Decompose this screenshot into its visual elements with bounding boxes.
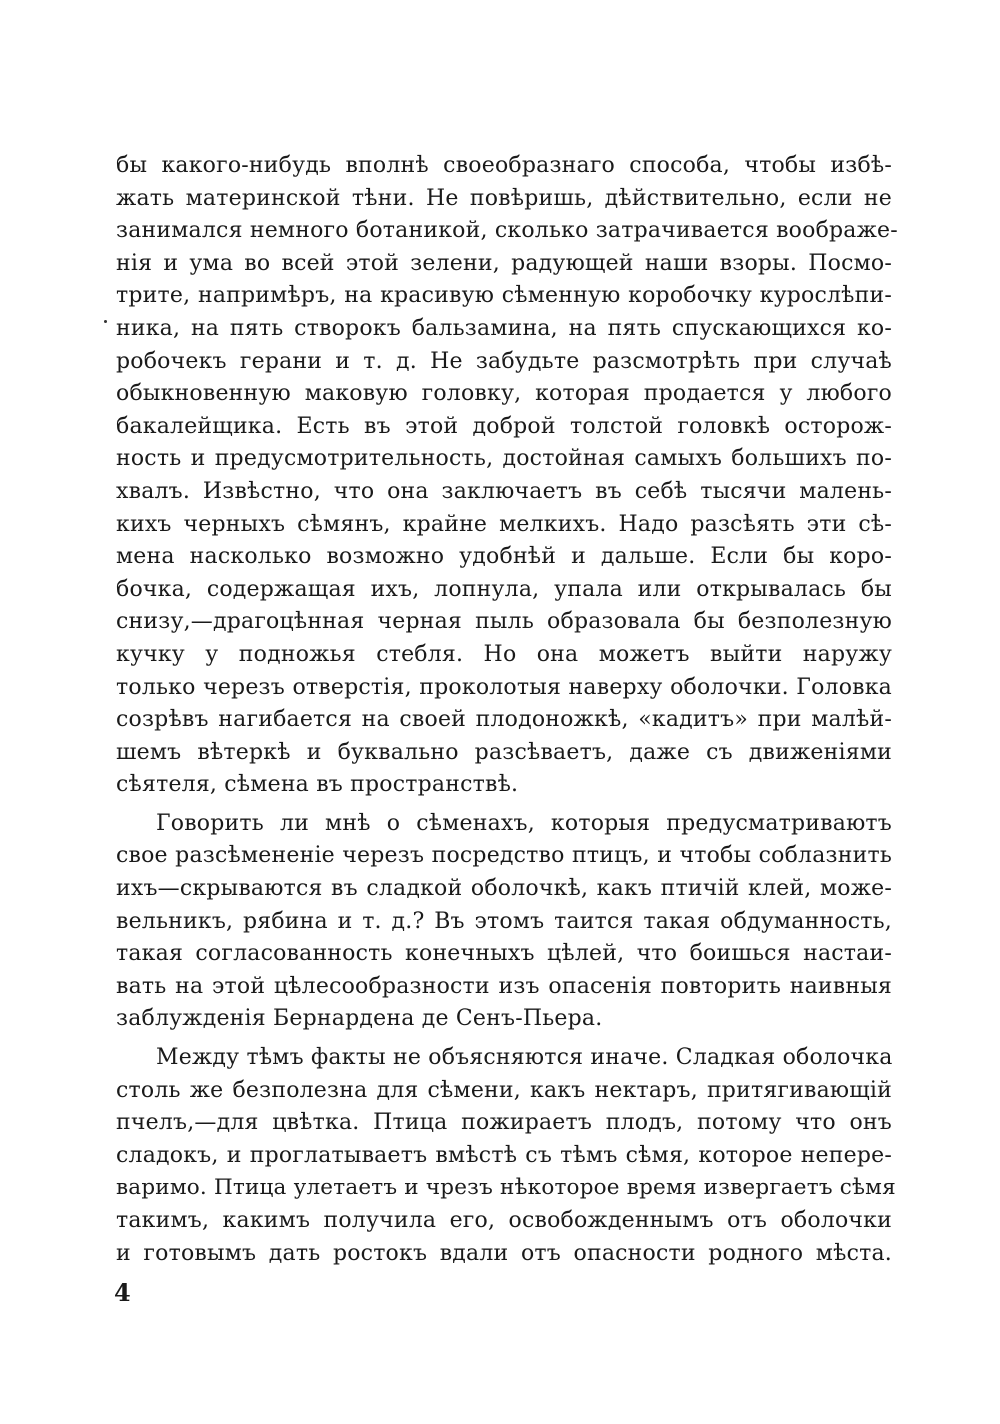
text-line: шемъ вѣтеркѣ и буквально разсѣваетъ, даже съ движеніями xyxy=(116,739,892,765)
margin-mark xyxy=(104,320,107,323)
text-line: столь же безполезна для сѣмени, какъ нектаръ, притягивающій xyxy=(116,1077,892,1103)
text-line: Между тѣмъ факты не объясняются иначе. Сладкая оболочка xyxy=(156,1045,893,1071)
text-line: жать материнской тѣни. Не повѣришь, дѣйствительно, если не xyxy=(116,185,892,211)
page-number: 4 xyxy=(114,1278,131,1307)
text-line: варимо. Птица улетаетъ и чрезъ нѣкоторое время извергаетъ сѣмя xyxy=(116,1175,896,1201)
text-line: бы какого-нибудь вполнѣ своеобразнаго способа, чтобы избѣ- xyxy=(116,153,892,178)
text-line: Говорить ли мнѣ о сѣменахъ, которыя предусматриваютъ xyxy=(156,810,892,836)
text-line: обыкновенную маковую головку, которая продается у любого xyxy=(116,381,892,407)
text-line: такая согласованность конечныхъ цѣлей, что боишься настаи- xyxy=(116,941,892,967)
text-line: снизу,—драгоцѣнная черная пыль образовала бы безполезную xyxy=(116,609,892,635)
text-line: и готовымъ дать ростокъ вдали отъ опасности родного мѣста. xyxy=(116,1240,892,1266)
text-line: нія и ума во всей этой зелени, радующей наши взоры. Посмо- xyxy=(116,250,892,276)
text-line: такимъ, какимъ получила его, освобожденнымъ отъ оболочки xyxy=(116,1208,892,1233)
text-line: вельникъ, рябина и т. д.? Въ этомъ таится такая обдуманность, xyxy=(116,908,892,934)
text-line: вать на этой цѣлесообразности изъ опасенія повторить наивныя xyxy=(116,973,892,999)
paragraph-3 xyxy=(116,1042,896,1270)
text-line: ность и предусмотрительность, достойная самыхъ большихъ по- xyxy=(116,446,892,472)
text-line: робочекъ герани и т. д. Не забудьте разсмотрѣть при случаѣ xyxy=(116,348,892,374)
text-line: занимался немного ботаникой, сколько затрачивается воображе- xyxy=(116,218,898,244)
text-line: кихъ черныхъ сѣмянъ, крайне мелкихъ. Надо разсѣять эти сѣ- xyxy=(116,511,892,537)
text-line: бочка, содержащая ихъ, лопнула, упала или открывалась бы xyxy=(116,576,892,602)
text-line: сладокъ, и проглатываетъ вмѣстѣ съ тѣмъ сѣмя, которое непере- xyxy=(116,1142,892,1168)
text-line: пчелъ,—для цвѣтка. Птица пожираетъ плодъ, потому что онъ xyxy=(116,1110,892,1136)
text-line: хвалъ. Извѣстно, что она заключаетъ въ себѣ тысячи малень- xyxy=(116,478,892,504)
text-line: сѣятеля, сѣмена въ пространствѣ. xyxy=(116,772,519,798)
body-text xyxy=(116,150,898,1270)
text-line: заблужденія Бернардена де Сенъ-Пьера. xyxy=(116,1006,603,1032)
paragraph-2 xyxy=(116,808,892,1036)
text-line: мена насколько возможно удобнѣй и дальше. Если бы коро- xyxy=(116,544,892,570)
text-line: ника, на пять створокъ бальзамина, на пять спускающихся ко- xyxy=(116,315,892,341)
text-line: свое разсѣмененіе черезъ посредство птицъ, и чтобы соблазнить xyxy=(116,843,892,869)
text-line: трите, напримѣръ, на красивую сѣменную коробочку курослѣпи- xyxy=(116,283,892,309)
text-line: созрѣвъ нагибается на своей плодоножкѣ, «кадитъ» при малѣй- xyxy=(116,707,892,733)
text-line: кучку у подножья стебля. Но она можетъ выйти наружу xyxy=(116,641,892,667)
text-line: бакалейщика. Есть въ этой доброй толстой головкѣ осторож- xyxy=(116,413,892,439)
text-line: ихъ—скрываются въ сладкой оболочкѣ, какъ птичій клей, може- xyxy=(116,876,892,902)
paragraph-1 xyxy=(116,150,898,802)
text-line: только черезъ отверстія, проколотыя наверху оболочки. Головка xyxy=(116,674,892,700)
